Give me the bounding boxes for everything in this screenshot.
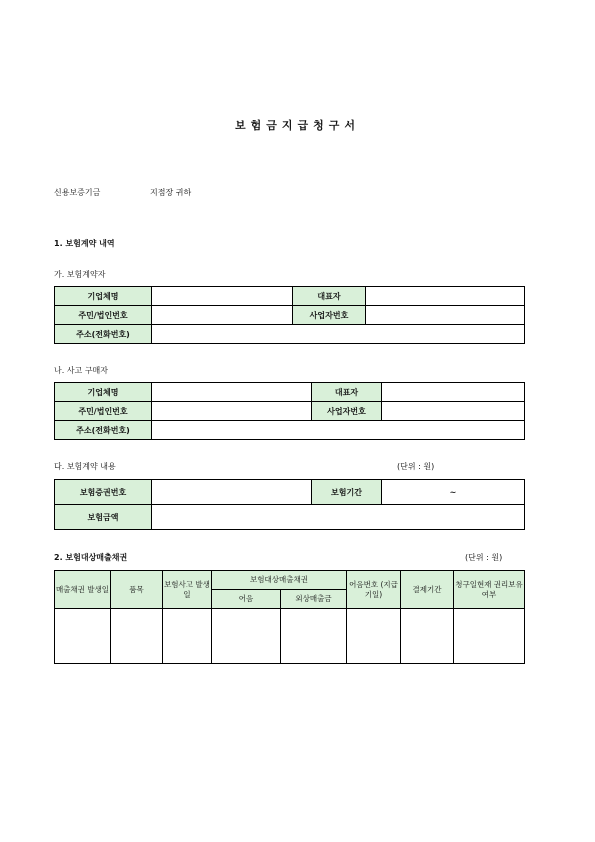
col-item: 품목 bbox=[111, 571, 163, 609]
buyer-company-label: 기업체명 bbox=[55, 383, 152, 402]
receivables-table bbox=[54, 570, 525, 664]
col-bill-number: 어음번호 (지급기일) bbox=[347, 571, 401, 609]
section1-heading: 1. 보험계약 내역 bbox=[54, 239, 115, 248]
contractor-address-field[interactable] bbox=[152, 325, 525, 344]
contractor-table bbox=[54, 286, 525, 344]
buyer-rep-field[interactable] bbox=[382, 383, 525, 402]
amount-label: 보험금액 bbox=[55, 505, 152, 530]
contractor-company-field[interactable] bbox=[152, 287, 293, 306]
buyer-heading: 나. 사고 구매자 bbox=[54, 366, 108, 375]
contractor-address-label: 주소(전화번호) bbox=[55, 325, 152, 344]
cell-sale-date[interactable] bbox=[55, 609, 111, 664]
addressee-org: 신용보증기금 bbox=[54, 188, 101, 197]
buyer-rep-label: 대표자 bbox=[312, 383, 382, 402]
contractor-bizno-field[interactable] bbox=[366, 306, 525, 325]
buyer-address-label: 주소(전화번호) bbox=[55, 421, 152, 440]
col-bill: 어음 bbox=[212, 590, 281, 609]
cell-item[interactable] bbox=[111, 609, 163, 664]
cell-credit-sales[interactable] bbox=[281, 609, 347, 664]
col-sale-date: 매출채권 발생일 bbox=[55, 571, 111, 609]
buyer-company-field[interactable] bbox=[152, 383, 312, 402]
cell-accident-date[interactable] bbox=[163, 609, 212, 664]
buyer-address-field[interactable] bbox=[152, 421, 525, 440]
contract-unit: (단위 : 원) bbox=[397, 462, 435, 471]
col-credit-sales: 외상매출금 bbox=[281, 590, 347, 609]
contractor-id-field[interactable] bbox=[152, 306, 293, 325]
contract-table bbox=[54, 479, 525, 530]
buyer-id-field[interactable] bbox=[152, 402, 312, 421]
addressee-person: 지점장 귀하 bbox=[150, 188, 192, 197]
contractor-id-label: 주민/법인번호 bbox=[55, 306, 152, 325]
col-rights-retention: 청구일현재 권리보유여부 bbox=[454, 571, 525, 609]
col-receivables-group: 보험대상매출채권 bbox=[212, 571, 347, 590]
document-title: 보험금지급청구서 bbox=[234, 119, 360, 132]
buyer-bizno-label: 사업자번호 bbox=[312, 402, 382, 421]
section2-unit: (단위 : 원) bbox=[465, 553, 503, 562]
amount-field[interactable] bbox=[152, 505, 525, 530]
period-field[interactable]: ~ bbox=[382, 480, 525, 505]
cert-number-field[interactable] bbox=[152, 480, 312, 505]
col-settlement-period: 결제기간 bbox=[401, 571, 454, 609]
contractor-heading: 가. 보험계약자 bbox=[54, 270, 106, 279]
cell-settlement-period[interactable] bbox=[401, 609, 454, 664]
period-label: 보험기간 bbox=[312, 480, 382, 505]
buyer-bizno-field[interactable] bbox=[382, 402, 525, 421]
col-accident-date: 보험사고 발생일 bbox=[163, 571, 212, 609]
contractor-rep-label: 대표자 bbox=[293, 287, 366, 306]
buyer-table bbox=[54, 382, 525, 440]
contractor-bizno-label: 사업자번호 bbox=[293, 306, 366, 325]
cell-rights-retention[interactable] bbox=[454, 609, 525, 664]
cell-bill-number[interactable] bbox=[347, 609, 401, 664]
buyer-id-label: 주민/법인번호 bbox=[55, 402, 152, 421]
cell-bill[interactable] bbox=[212, 609, 281, 664]
contractor-rep-field[interactable] bbox=[366, 287, 525, 306]
contract-heading: 다. 보험계약 내용 bbox=[54, 462, 116, 471]
section2-heading: 2. 보험대상매출채권 bbox=[54, 553, 128, 562]
contractor-company-label: 기업체명 bbox=[55, 287, 152, 306]
cert-number-label: 보험증권번호 bbox=[55, 480, 152, 505]
